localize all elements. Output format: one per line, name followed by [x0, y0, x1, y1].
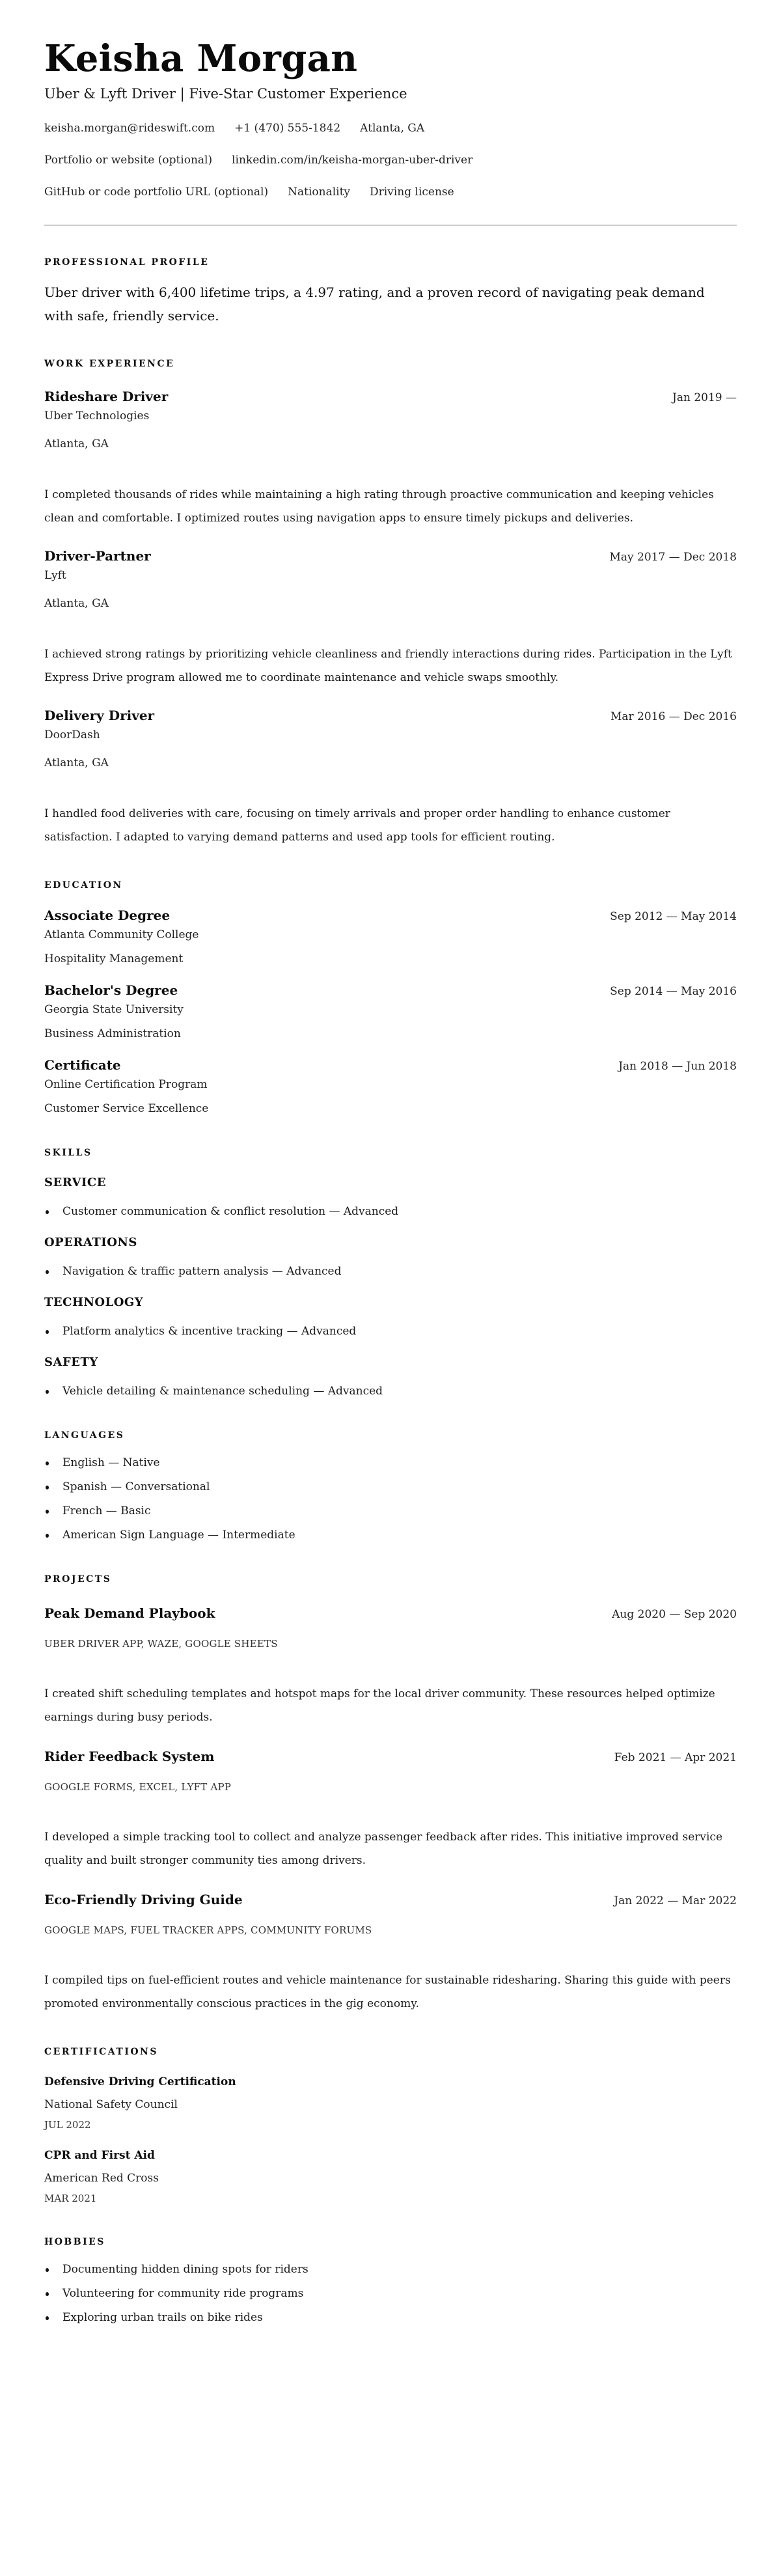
section-title: SKILLS	[44, 1147, 92, 1158]
job-company: Lyft	[44, 568, 66, 582]
certification-date: MAR 2021	[44, 2192, 97, 2204]
candidate-headline: Uber & Lyft Driver | Five-Star Customer Experience	[44, 86, 407, 102]
section-languages	[44, 1429, 737, 1543]
certification-issuer: American Red Cross	[44, 2171, 159, 2185]
section-projects	[44, 1573, 737, 2015]
hobby-item: Exploring urban trails on bike rides	[44, 2310, 737, 2325]
contact-github[interactable]: GitHub or code portfolio URL (optional)	[44, 185, 269, 199]
contact-nationality: Nationality	[288, 185, 351, 199]
skill-group	[44, 1295, 737, 1339]
field-of-study: Hospitality Management	[44, 952, 184, 965]
section-profile	[44, 256, 737, 327]
education-dates: Sep 2012 — May 2014	[610, 909, 737, 923]
field-of-study: Business Administration	[44, 1027, 181, 1040]
section-experience	[44, 357, 737, 849]
section-title: EDUCATION	[44, 879, 123, 891]
skill-list	[44, 1383, 737, 1399]
school-name: Online Certification Program	[44, 1077, 208, 1091]
contact-row-links	[44, 152, 737, 168]
contact-email[interactable]: keisha.morgan@rideswift.com	[44, 121, 215, 135]
skill-item: Navigation & traffic pattern analysis — Advanced	[44, 1264, 737, 1279]
skill-group-title: SAFETY	[44, 1355, 98, 1369]
certification-entry	[44, 2074, 737, 2132]
job-location: Atlanta, GA	[44, 756, 109, 769]
contact-driving-license: Driving license	[370, 185, 454, 199]
section-certifications	[44, 2045, 737, 2206]
school-name: Georgia State University	[44, 1003, 184, 1016]
education-dates: Jan 2018 — Jun 2018	[618, 1059, 737, 1073]
school-name: Atlanta Community College	[44, 928, 199, 941]
profile-summary: Uber driver with 6,400 lifetime trips, a 4.97 rating, and a proven record of navigating peak demand with safe, friendly service.	[44, 284, 705, 324]
skill-item: Platform analytics & incentive tracking — Advanced	[44, 1323, 737, 1339]
job-title: Delivery Driver	[44, 707, 155, 723]
project-dates: Aug 2020 — Sep 2020	[612, 1607, 737, 1621]
project-description: I developed a simple tracking tool to collect and analyze passenger feedback after rides. This initiative improved service quality and built stronger community ties among drivers.	[44, 1830, 723, 1867]
project-dates: Jan 2022 — Mar 2022	[614, 1894, 737, 1907]
degree-title: Certificate	[44, 1057, 121, 1073]
skill-list	[44, 1323, 737, 1339]
education-entry	[44, 1056, 737, 1116]
language-item: Spanish — Conversational	[44, 1479, 737, 1495]
skill-group	[44, 1235, 737, 1279]
job-dates: May 2017 — Dec 2018	[609, 550, 737, 564]
project-description: I created shift scheduling templates and hotspot maps for the local driver community. These resources helped optimize earnings during busy periods.	[44, 1687, 715, 1724]
job-title: Rideshare Driver	[44, 388, 169, 404]
project-entry	[44, 1890, 737, 2015]
job-company: Uber Technologies	[44, 409, 150, 422]
skill-group	[44, 1175, 737, 1219]
skill-list	[44, 1264, 737, 1279]
experience-entry	[44, 547, 737, 689]
certification-name: CPR and First Aid	[44, 2148, 155, 2162]
language-item: English — Native	[44, 1455, 737, 1471]
language-item: American Sign Language — Intermediate	[44, 1527, 737, 1543]
experience-entry	[44, 706, 737, 849]
hobby-list	[44, 2262, 737, 2325]
experience-entry	[44, 387, 737, 530]
certification-entry	[44, 2148, 737, 2206]
section-title: LANGUAGES	[44, 1430, 125, 1441]
job-location: Atlanta, GA	[44, 596, 109, 610]
skill-item: Vehicle detailing & maintenance scheduling — Advanced	[44, 1383, 737, 1399]
section-hobbies	[44, 2236, 737, 2325]
section-title: HOBBIES	[44, 2236, 105, 2247]
language-item: French — Basic	[44, 1503, 737, 1519]
contact-portfolio[interactable]: Portfolio or website (optional)	[44, 153, 213, 167]
candidate-name: Keisha Morgan	[44, 37, 358, 80]
language-list	[44, 1455, 737, 1543]
project-entry	[44, 1747, 737, 1872]
education-entry	[44, 906, 737, 967]
skill-list	[44, 1204, 737, 1219]
certification-date: JUL 2022	[44, 2118, 91, 2131]
project-tech-stack: GOOGLE FORMS, EXCEL, LYFT APP	[44, 1780, 232, 1793]
hobby-item: Volunteering for community ride programs	[44, 2286, 737, 2301]
project-name: Peak Demand Playbook	[44, 1605, 215, 1621]
section-skills	[44, 1146, 737, 1399]
project-tech-stack: GOOGLE MAPS, FUEL TRACKER APPS, COMMUNITY FORUMS	[44, 1924, 372, 1936]
certification-issuer: National Safety Council	[44, 2098, 178, 2111]
certification-name: Defensive Driving Certification	[44, 2075, 236, 2088]
project-dates: Feb 2021 — Apr 2021	[614, 1751, 737, 1764]
education-entry	[44, 981, 737, 1042]
skill-group-title: SERVICE	[44, 1175, 106, 1189]
job-location: Atlanta, GA	[44, 437, 109, 450]
contact-linkedin[interactable]: linkedin.com/in/keisha-morgan-uber-driver	[232, 153, 473, 167]
degree-title: Associate Degree	[44, 907, 171, 923]
skill-group-title: OPERATIONS	[44, 1235, 137, 1249]
project-tech-stack: UBER DRIVER APP, WAZE, GOOGLE SHEETS	[44, 1637, 278, 1650]
header-divider	[44, 225, 737, 226]
job-company: DoorDash	[44, 728, 100, 741]
skill-group	[44, 1355, 737, 1399]
job-description: I handled food deliveries with care, focusing on timely arrivals and proper order handling to enhance customer satisfaction. I adapted to varying demand patterns and used app tools for efficient routing.	[44, 807, 670, 844]
job-title: Driver-Partner	[44, 547, 151, 564]
project-description: I compiled tips on fuel-efficient routes and vehicle maintenance for sustainable ridesharing. Sharing this guide with peers promoted environmentally conscious practices in the gig economy.	[44, 1973, 731, 2010]
resume-header	[44, 38, 737, 200]
job-dates: Jan 2019 —	[672, 391, 737, 404]
project-entry	[44, 1604, 737, 1729]
section-title: PROJECTS	[44, 1573, 112, 1585]
project-name: Eco-Friendly Driving Guide	[44, 1891, 243, 1907]
education-dates: Sep 2014 — May 2016	[610, 984, 737, 998]
section-title: WORK EXPERIENCE	[44, 358, 175, 369]
contact-row-primary	[44, 120, 737, 136]
section-title: PROFESSIONAL PROFILE	[44, 256, 210, 268]
project-name: Rider Feedback System	[44, 1748, 215, 1764]
contact-row-extra	[44, 184, 737, 200]
job-description: I completed thousands of rides while maintaining a high rating through proactive communication and keeping vehicles clean and comfortable. I optimized routes using navigation apps to ensure timely pickups and deliveries.	[44, 488, 714, 525]
job-dates: Mar 2016 — Dec 2016	[610, 710, 737, 723]
skill-group-title: TECHNOLOGY	[44, 1295, 144, 1309]
contact-location: Atlanta, GA	[360, 121, 425, 135]
degree-title: Bachelor's Degree	[44, 982, 178, 998]
section-title: CERTIFICATIONS	[44, 2046, 158, 2057]
hobby-item: Documenting hidden dining spots for riders	[44, 2262, 737, 2277]
section-education	[44, 879, 737, 1116]
skill-item: Customer communication & conflict resolution — Advanced	[44, 1204, 737, 1219]
job-description: I achieved strong ratings by prioritizing vehicle cleanliness and friendly interactions during rides. Participation in the Lyft Express Drive program allowed me to coordinate maintenance and vehicle swaps smoothly.	[44, 647, 732, 684]
contact-phone[interactable]: +1 (470) 555-1842	[234, 121, 341, 135]
field-of-study: Customer Service Excellence	[44, 1101, 209, 1115]
